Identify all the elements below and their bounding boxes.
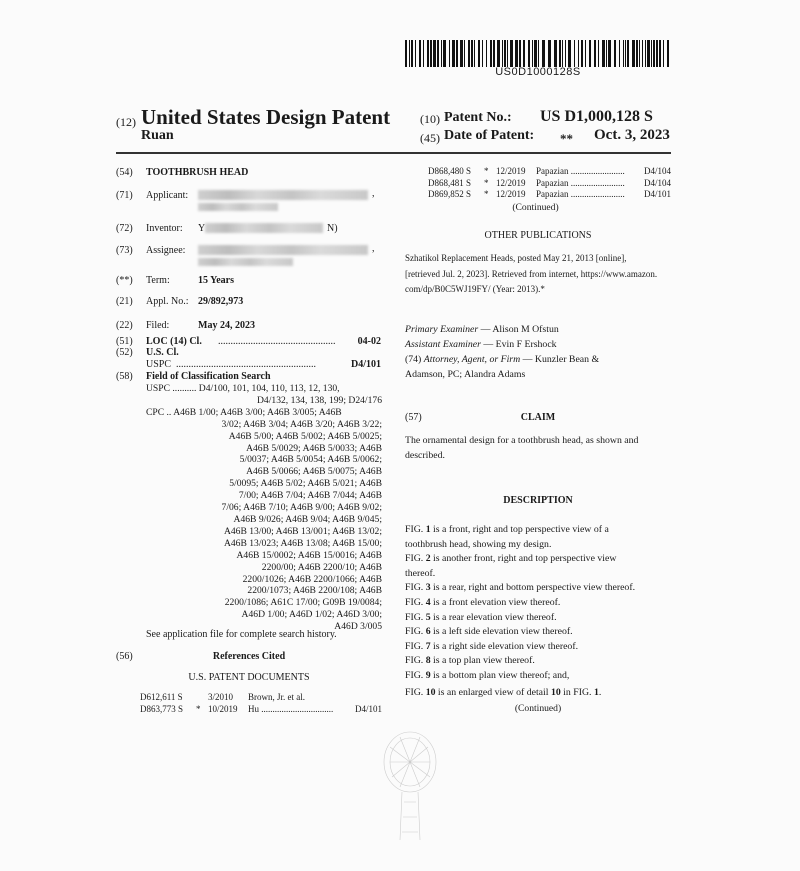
barcode-bar: [568, 40, 571, 67]
fig-prefix: FIG.: [405, 655, 426, 667]
attorney-code: (74): [405, 354, 422, 365]
publication-line: [retrieved Jul. 2, 2023]. Retrieved from internet, https://www.amazon.: [405, 268, 658, 279]
classification-line: USPC .......... D4/100, 101, 104, 110, 113, 12, 130,: [146, 383, 340, 394]
header-rule: [116, 152, 671, 154]
barcode-bar: [474, 40, 475, 67]
barcode-bar: [427, 40, 429, 67]
barcode-bar: [532, 40, 533, 67]
barcode-bar: [409, 40, 410, 67]
code-72: (72): [116, 223, 133, 234]
inventor-surname: Ruan: [141, 128, 174, 143]
reference-date: 12/2019: [496, 166, 526, 176]
patent-no-label: Patent No.:: [444, 110, 512, 125]
fig-text: is a front, right and top perspective view of a: [430, 524, 609, 535]
barcode-bar: [415, 40, 416, 67]
date-of-patent-label: Date of Patent:: [444, 128, 535, 143]
barcode-bar: [659, 40, 661, 67]
fig-number: 3: [425, 582, 431, 594]
reference-star: *: [484, 189, 489, 199]
claim-line: described.: [405, 449, 445, 461]
fig-text: is a bottom plan view thereof; and,: [430, 669, 570, 681]
fig-prefix: FIG.: [405, 640, 426, 652]
barcode-bar: [653, 40, 655, 67]
reference-date: 3/2010: [208, 692, 234, 702]
classification-line: A46B 5/0029; A46B 5/0033; A46B: [246, 442, 382, 454]
barcode-bar: [538, 40, 539, 67]
us-patent-docs-label: U.S. PATENT DOCUMENTS: [188, 672, 310, 683]
barcode-bar: [574, 40, 575, 67]
code-56: (56): [116, 651, 133, 662]
assignee-redacted: [198, 245, 368, 255]
barcode-bar: [523, 40, 525, 67]
field-search-label: Field of Classification Search: [146, 371, 271, 382]
barcode-bar: [493, 40, 495, 67]
continued-label-2: (Continued): [514, 703, 562, 714]
primary-examiner: [405, 323, 559, 338]
ref-docs-continued-table: [428, 166, 671, 201]
code-52: (52): [116, 347, 133, 358]
description-line: [405, 523, 671, 538]
fig-text: is a right side elevation view thereof.: [430, 640, 579, 652]
description-line: [405, 596, 671, 611]
classification-line: 2200/1073; A46B 2200/108; A46B: [247, 585, 382, 597]
barcode-bar: [578, 40, 579, 67]
barcode-bar: [515, 40, 518, 67]
fig-number: 2: [425, 553, 431, 565]
barcode-bar: [534, 40, 537, 67]
assistant-examiner-label: Assistant Examiner: [405, 339, 481, 350]
inventor-redacted: [205, 223, 323, 233]
description-line: [405, 581, 671, 596]
barcode-bar: [639, 40, 640, 67]
barcode-bar: [585, 40, 586, 67]
claim-label: CLAIM: [520, 412, 556, 423]
applicant-redacted-2: [198, 203, 278, 211]
uspc-value: D4/101: [351, 359, 381, 370]
applicant-redacted: [198, 190, 368, 200]
appl-no-value: 29/892,973: [198, 296, 244, 307]
fig-number: 1: [425, 524, 431, 535]
us-docs-table: [140, 692, 382, 715]
barcode-bar: [632, 40, 635, 67]
code-54: (54): [116, 167, 133, 178]
classification-line: A46B 5/00; A46B 5/002; A46B 5/0025;: [228, 430, 382, 442]
classification-line: 2200/1026; A46B 2200/1066; A46B: [242, 573, 382, 585]
barcode-bar: [559, 40, 561, 67]
us-cl-label: U.S. Cl.: [146, 347, 179, 358]
reference-class: D4/104: [644, 177, 671, 188]
classification-line: 3/02; A46B 3/04; A46B 3/20; A46B 3/22;: [221, 418, 382, 430]
code-21: (21): [116, 296, 133, 307]
reference-date: 12/2019: [496, 189, 526, 199]
see-file-note: See application file for complete search history.: [146, 629, 337, 640]
classification-line: 2200/1086; A61C 17/00; G09B 19/0084;: [224, 597, 382, 609]
reference-star: *: [484, 177, 489, 188]
filed-value: May 24, 2023: [198, 320, 255, 331]
design-title: TOOTHBRUSH HEAD: [146, 167, 249, 178]
barcode-bar: [642, 40, 643, 67]
reference-star: *: [484, 166, 489, 176]
attorney-label: Attorney, Agent, or Firm: [423, 354, 521, 365]
references-cited-label: References Cited: [212, 651, 286, 662]
term-label: Term:: [146, 275, 170, 286]
code-51: (51): [116, 336, 133, 347]
barcode-bar: [502, 40, 503, 67]
reference-number: D863,773 S: [140, 703, 184, 714]
reference-date: 12/2019: [496, 177, 526, 188]
fig-prefix: FIG.: [405, 582, 426, 594]
barcode-bar: [456, 40, 458, 67]
fig-number: 9: [425, 669, 431, 681]
other-publications-text: [405, 251, 671, 298]
description-line: [405, 625, 671, 640]
primary-examiner-value: — Alison M Ofstun: [480, 324, 559, 335]
barcode-bar: [507, 40, 508, 67]
barcode-bar: [449, 40, 450, 67]
barcode-bar: [486, 40, 487, 67]
fig-text: is a left side elevation view thereof.: [430, 626, 573, 638]
barcode-bar: [606, 40, 607, 67]
barcode-bar: [589, 40, 591, 67]
barcode-bar: [602, 40, 605, 67]
barcode: [405, 40, 671, 67]
barcode-bar: [482, 40, 483, 67]
classification-line: A46D 1/00; A46D 1/02; A46D 3/00;: [241, 609, 382, 621]
reference-star: *: [196, 703, 201, 714]
description-line: [405, 669, 671, 684]
field-search-list: [146, 383, 382, 633]
barcode-bar: [478, 40, 480, 67]
barcode-bar: [554, 40, 557, 67]
barcode-bar: [667, 40, 669, 67]
barcode-bar: [619, 40, 620, 67]
barcode-number: US0D1000128S: [495, 66, 581, 78]
classification-line: 5/0037; A46B 5/0054; A46B 5/0062;: [239, 454, 382, 466]
fig-text: is a rear, right and bottom perspective view thereof.: [430, 582, 636, 594]
classification-line: CPC .. A46B 1/00; A46B 3/00; A46B 3/005; A46B: [146, 406, 342, 418]
description-list: [405, 523, 671, 684]
fig-number: 7: [425, 640, 431, 652]
classification-line: D4/132, 134, 138, 199; D24/176: [257, 394, 382, 406]
reference-number: D868,481 S: [428, 177, 472, 188]
fig-text: is a rear elevation view thereof.: [430, 611, 557, 623]
reference-row: [428, 189, 671, 201]
reference-row: [140, 692, 382, 704]
reference-name: Papazian ........................: [536, 189, 625, 199]
barcode-bar: [411, 40, 413, 67]
description-label: DESCRIPTION: [503, 495, 573, 506]
code-22: (22): [116, 320, 133, 331]
barcode-bar: [510, 40, 513, 67]
barcode-bar: [598, 40, 599, 67]
assignee-label: Assignee:: [146, 245, 186, 256]
term-value: 15 Years: [198, 275, 235, 286]
loc-value: 04-02: [357, 336, 381, 347]
description-line: [405, 611, 671, 626]
barcode-bar: [565, 40, 566, 67]
fig-prefix: FIG.: [405, 524, 426, 535]
barcode-bar: [497, 40, 500, 67]
fig-prefix: FIG.: [405, 553, 426, 565]
barcode-bar: [471, 40, 473, 67]
barcode-bar: [460, 40, 463, 67]
barcode-bar: [608, 40, 611, 67]
loc-dots: ...............................................: [218, 336, 336, 347]
attorney-value: — Kunzler Bean &: [522, 354, 600, 365]
barcode-bar: [405, 40, 407, 67]
reference-row: [428, 178, 671, 190]
barcode-bar: [519, 40, 521, 67]
barcode-bar: [656, 40, 658, 67]
classification-line: A46B 9/026; A46B 9/04; A46B 9/045;: [233, 513, 382, 525]
applicant-label: Applicant:: [146, 190, 189, 201]
reference-name: Papazian ........................: [536, 166, 625, 176]
barcode-bar: [504, 40, 506, 67]
reference-number: D868,480 S: [428, 166, 472, 176]
barcode-bar: [433, 40, 436, 67]
inventor-head: Y: [198, 223, 206, 234]
barcode-bar: [423, 40, 424, 67]
attorney: [405, 353, 599, 368]
fig-10-line: [405, 686, 601, 701]
barcode-bar: [623, 40, 624, 67]
barcode-bar: [441, 40, 442, 67]
barcode-bar: [562, 40, 563, 67]
description-line: [405, 538, 671, 553]
barcode-bar: [625, 40, 626, 67]
barcode-bar: [627, 40, 629, 67]
filed-label: Filed:: [146, 320, 170, 331]
fig10-num2: 10: [550, 687, 561, 698]
barcode-bar: [490, 40, 492, 67]
barcode-bar: [636, 40, 638, 67]
description-line: [405, 640, 671, 655]
code-term: (**): [116, 275, 133, 286]
classification-line: A46D 3/005: [334, 621, 382, 633]
uspc-dots: ........................................................: [176, 359, 316, 370]
assistant-examiner: [405, 338, 557, 353]
description-line: [405, 567, 671, 582]
code-58: (58): [116, 371, 133, 382]
fig-text: toothbrush head, showing my design.: [405, 538, 552, 550]
code-73: (73): [116, 245, 133, 256]
reference-row: [428, 166, 671, 178]
fig-text: is a top plan view thereof.: [430, 655, 535, 667]
fig10-num3: 1: [593, 687, 599, 698]
reference-date: 10/2019: [208, 703, 238, 714]
fig-prefix: FIG.: [405, 669, 426, 681]
date-of-patent: Oct. 3, 2023: [594, 127, 670, 143]
barcode-bar: [443, 40, 446, 67]
classification-line: A46B 13/023; A46B 13/08; A46B 15/00;: [223, 537, 382, 549]
classification-line: A46B 15/0002; A46B 15/0016; A46B: [236, 549, 382, 561]
code-12: (12): [116, 115, 136, 129]
publication-line: Szhatikol Replacement Heads, posted May 21, 2013 [online],: [405, 253, 627, 263]
reference-class: D4/104: [644, 166, 671, 176]
fig-number: 8: [425, 655, 431, 667]
attorney-line-2: Adamson, PC; Alandra Adams: [405, 369, 526, 380]
barcode-bar: [468, 40, 470, 67]
barcode-bar: [581, 40, 583, 67]
barcode-bar: [542, 40, 545, 67]
fig10-mid: is an enlarged view of detail: [435, 687, 551, 698]
description-line: [405, 552, 671, 567]
description-line: [405, 654, 671, 669]
reference-name: Papazian ........................: [536, 177, 625, 188]
barcode-bar: [651, 40, 652, 67]
reference-number: D612,611 S: [140, 692, 183, 702]
assignee-redacted-2: [198, 258, 293, 266]
loc-label: LOC (14) Cl.: [146, 336, 202, 347]
date-star: **: [560, 131, 573, 146]
code-71: (71): [116, 190, 133, 201]
claim-line: The ornamental design for a toothbrush head, as shown and: [405, 435, 639, 446]
fig-text: is a front elevation view thereof.: [430, 596, 561, 608]
fig10-num: 10: [425, 687, 436, 698]
code-10: (10): [420, 112, 440, 126]
barcode-bar: [663, 40, 664, 67]
fig-prefix: FIG.: [405, 596, 426, 608]
fig10-pre: FIG.: [405, 687, 426, 698]
reference-name: Hu ................................: [248, 703, 334, 714]
classification-line: A46B 5/0066; A46B 5/0075; A46B: [246, 466, 382, 478]
primary-examiner-label: Primary Examiner: [405, 324, 479, 335]
barcode-bar: [464, 40, 465, 67]
reference-number: D869,852 S: [428, 189, 472, 199]
barcode-bar: [645, 40, 646, 67]
publication-line: com/dp/B0C5WJ19FY/ (Year: 2013).*: [405, 284, 545, 294]
claim-text: [405, 434, 671, 463]
inventor-tail: N): [327, 223, 338, 234]
fig-prefix: FIG.: [405, 611, 426, 623]
code-45: (45): [420, 131, 440, 145]
barcode-bar: [419, 40, 421, 67]
assistant-examiner-value: — Evin F Ershock: [483, 339, 557, 350]
fig-number: 6: [425, 626, 431, 638]
fig-number: 5: [425, 611, 431, 623]
fig-text: is another front, right and top perspective view: [430, 553, 617, 565]
classification-line: 2200/00; A46B 2200/10; A46B: [261, 561, 382, 573]
fig10-mid2: in FIG.: [560, 687, 594, 698]
barcode-bar: [614, 40, 616, 67]
barcode-bar: [437, 40, 439, 67]
reference-class: D4/101: [644, 189, 671, 199]
fig-text: thereof.: [405, 567, 436, 579]
code-57: (57): [405, 412, 422, 423]
barcode-bar: [647, 40, 650, 67]
applicant-tail: ,: [372, 188, 375, 199]
fig-prefix: FIG.: [405, 626, 426, 638]
continued-label: (Continued): [512, 202, 559, 213]
classification-line: 7/06; A46B 7/10; A46B 9/00; A46B 9/02;: [221, 502, 382, 514]
classification-line: 7/00; A46B 7/04; A46B 7/044; A46B: [238, 490, 382, 502]
fig10-end: .: [598, 687, 602, 698]
patent-type-title: United States Design Patent: [141, 105, 391, 129]
uspc-label: USPC: [146, 359, 172, 370]
reference-name: Brown, Jr. et al.: [248, 692, 305, 702]
barcode-bar: [430, 40, 432, 67]
reference-row: [140, 704, 382, 716]
classification-line: A46B 13/00; A46B 13/001; A46B 13/02;: [223, 525, 382, 537]
toothbrush-drawing: [360, 722, 460, 842]
appl-no-label: Appl. No.:: [146, 296, 189, 307]
barcode-bar: [594, 40, 596, 67]
reference-class: D4/101: [355, 703, 382, 714]
other-publications-label: OTHER PUBLICATIONS: [484, 230, 592, 241]
classification-line: 5/0095; A46B 5/02; A46B 5/021; A46B: [229, 478, 382, 490]
inventor-label: Inventor:: [146, 223, 183, 234]
fig-number: 4: [425, 596, 431, 608]
barcode-bar: [548, 40, 551, 67]
barcode-bar: [528, 40, 530, 67]
barcode-bar: [452, 40, 455, 67]
patent-number: US D1,000,128 S: [540, 108, 653, 125]
assignee-tail: ,: [372, 243, 375, 254]
